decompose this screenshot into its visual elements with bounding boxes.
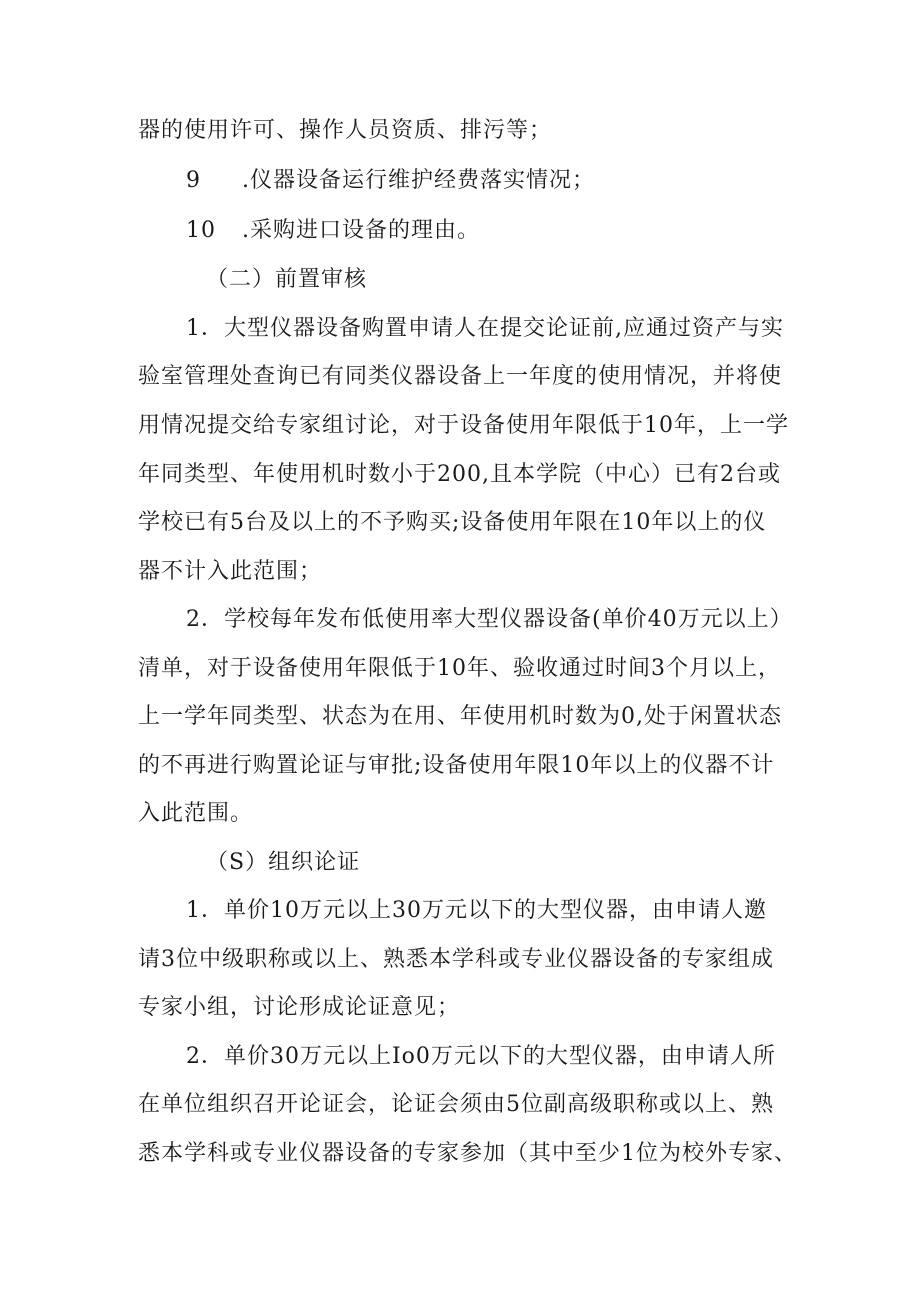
text-line: 的不再进行购置论证与审批;设备使用年限10年以上的仪器不计 [138,753,775,778]
text-line: 入此范围。 [138,801,254,826]
text-line: 清单，对于设备使用年限低于10年、验收通过时间3个月以上， [138,656,781,681]
text-line: 器的使用许可、操作人员资质、排污等； [138,118,553,143]
text-line: 器不计入此范围； [138,559,323,584]
list-number: 10 [186,218,216,243]
text-line: 学校已有5台及以上的不予购买;设备使用年限在10年以上的仪 [138,510,767,535]
text-line: 年同类型、年使用机时数小于200,且本学院（中心）已有2台或 [138,462,781,487]
list-number: 9 [186,168,201,193]
text-line: 专家小组，讨论形成论证意见； [138,995,461,1020]
text-line: 验室管理处查询已有同类仪器设备上一年度的使用情况，并将使 [138,364,783,389]
text-line: 1．单价10万元以上30万元以下的大型仪器，由申请人邀 [186,898,767,923]
list-text: .仪器设备运行维护经费落实情况； [242,168,595,193]
text-line: 2．单价30万元以上Io0万元以下的大型仪器，由申请人所 [186,1044,776,1069]
text-line: 上一学年同类型、状态为在用、年使用机时数为0,处于闲置状态 [138,704,782,729]
text-line: 悉本学科或专业仪器设备的专家参加（其中至少1位为校外专家、 [138,1141,797,1166]
section-heading: （S）组织论证 [206,850,361,875]
text-line: 2．学校每年发布低使用率大型仪器设备(单价40万元以上） [186,607,793,632]
text-line: 在单位组织召开论证会，论证会须由5位副高级职称或以上、熟 [138,1092,774,1117]
section-heading: （二）前置审核 [206,267,368,292]
text-line: 请3位中级职称或以上、熟悉本学科或专业仪器设备的专家组成 [138,947,774,972]
list-item-10 [186,216,846,246]
list-text: .采购进口设备的理由。 [242,218,480,243]
text-line: 用情况提交给专家组讨论，对于设备使用年限低于10年，上一学 [138,413,789,438]
text-line: 1．大型仪器设备购置申请人在提交论证前,应通过资产与实 [186,316,784,341]
list-item-9 [186,166,846,196]
